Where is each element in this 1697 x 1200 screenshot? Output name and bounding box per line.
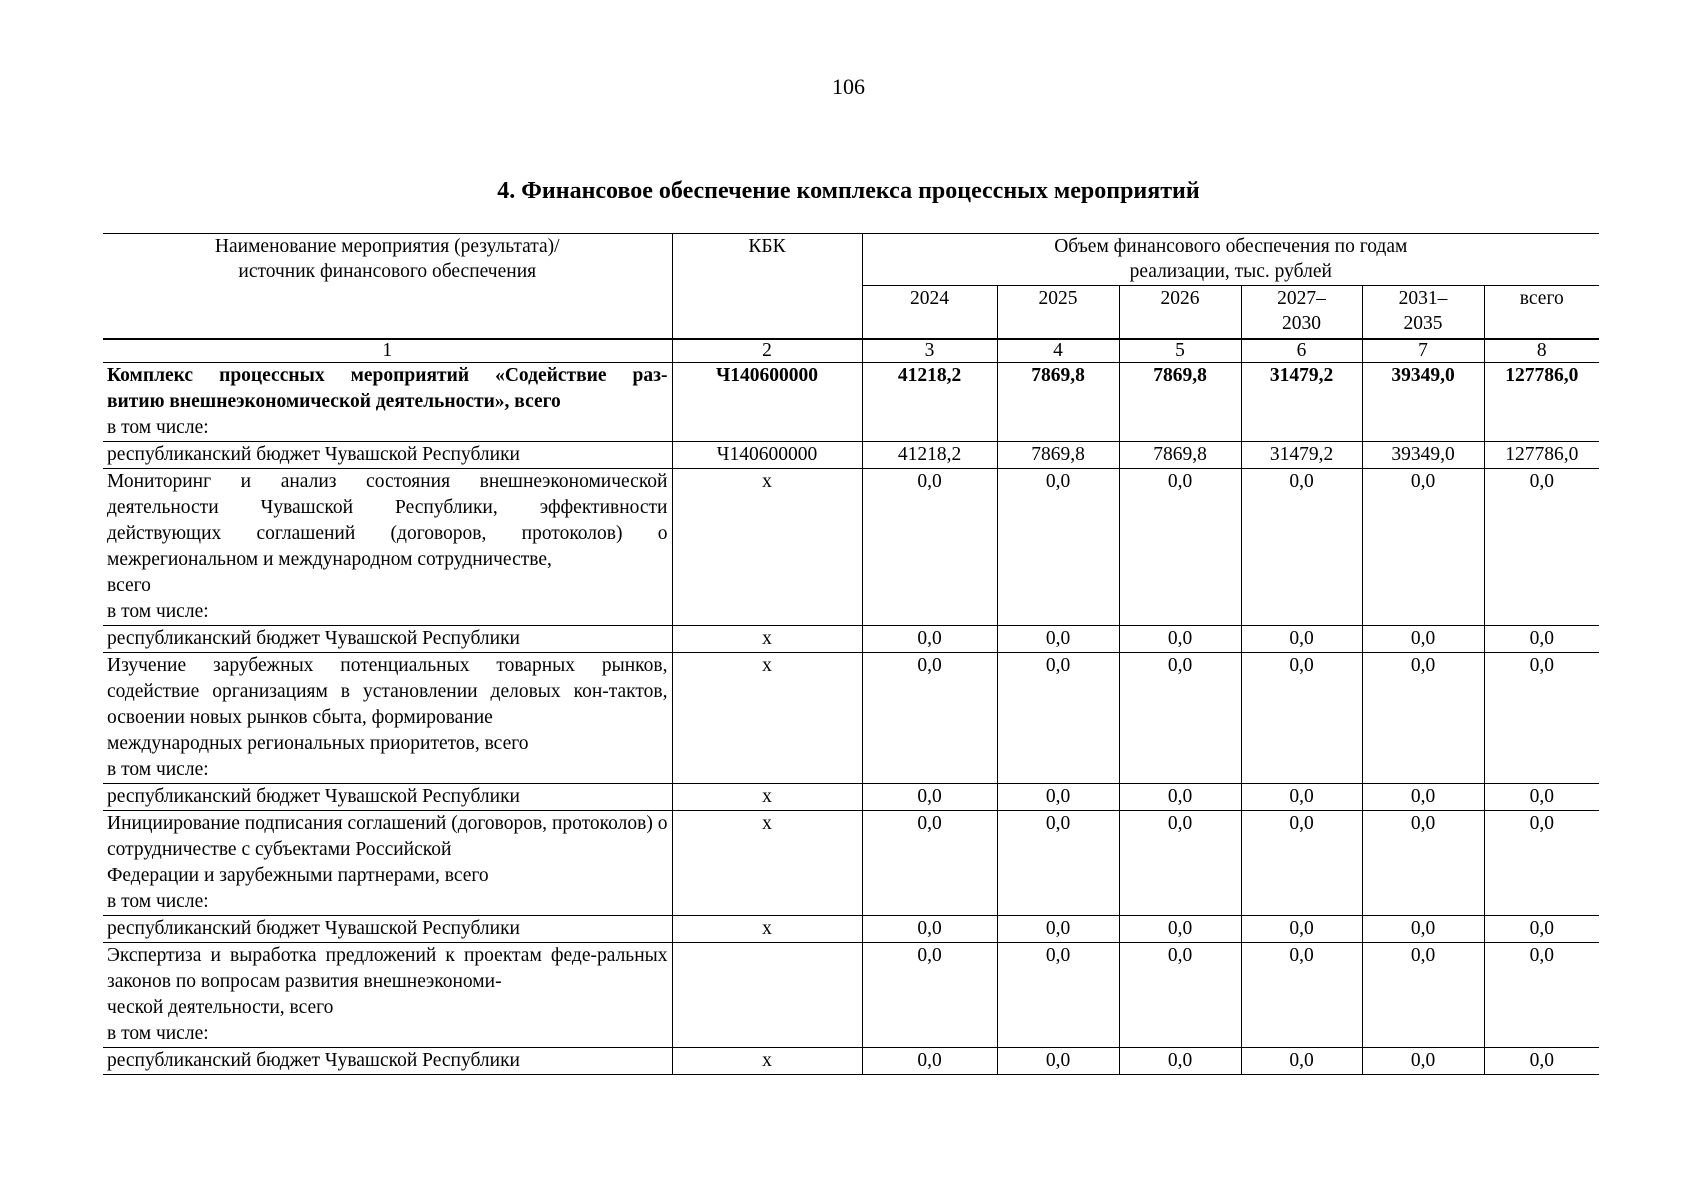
row-name-tail: Федерации и зарубежными партнерами, всего xyxy=(107,865,489,886)
row-value: 0,0 xyxy=(1484,784,1599,811)
column-numbers-row xyxy=(103,339,1599,363)
row-value: 0,0 xyxy=(862,943,997,1048)
row-value: 0,0 xyxy=(1484,653,1599,784)
table-row xyxy=(103,653,1599,784)
column-number: 3 xyxy=(862,339,997,363)
row-subnote: в том числе: xyxy=(107,417,209,438)
row-value: 0,0 xyxy=(997,943,1119,1048)
column-number: 8 xyxy=(1484,339,1599,363)
table-row xyxy=(103,811,1599,916)
row-name xyxy=(103,626,672,653)
row-value: 0,0 xyxy=(1241,469,1362,626)
table-body xyxy=(103,339,1599,1075)
row-kbk: х xyxy=(672,1048,862,1075)
table-row xyxy=(103,943,1599,1048)
row-value: 0,0 xyxy=(1484,916,1599,943)
row-name xyxy=(103,653,672,784)
row-value: 0,0 xyxy=(1119,916,1241,943)
header-year: всего xyxy=(1484,286,1599,339)
row-kbk: Ч140600000 xyxy=(672,363,862,442)
row-value: 0,0 xyxy=(1119,469,1241,626)
row-name-text: республиканский бюджет Чувашской Республики xyxy=(107,918,520,939)
row-subnote: в том числе: xyxy=(107,1023,209,1044)
row-value: 0,0 xyxy=(1362,626,1484,653)
row-subnote: в том числе: xyxy=(107,759,209,780)
row-value: 0,0 xyxy=(862,626,997,653)
column-number: 2 xyxy=(672,339,862,363)
row-value: 41218,2 xyxy=(862,363,997,442)
row-value: 0,0 xyxy=(1484,943,1599,1048)
table-row xyxy=(103,1048,1599,1075)
row-name xyxy=(103,442,672,469)
row-name xyxy=(103,469,672,626)
row-kbk: х xyxy=(672,784,862,811)
row-kbk: х xyxy=(672,626,862,653)
row-name-tail: ческой деятельности, всего xyxy=(107,997,334,1018)
row-name xyxy=(103,363,672,442)
row-subnote: в том числе: xyxy=(107,891,209,912)
column-number: 1 xyxy=(103,339,672,363)
row-value: 0,0 xyxy=(1484,811,1599,916)
row-value: 31479,2 xyxy=(1241,442,1362,469)
row-kbk: х xyxy=(672,469,862,626)
table-row xyxy=(103,626,1599,653)
row-value: 0,0 xyxy=(1362,1048,1484,1075)
row-value: 0,0 xyxy=(1241,943,1362,1048)
row-value: 0,0 xyxy=(997,811,1119,916)
row-value: 7869,8 xyxy=(1119,442,1241,469)
row-name xyxy=(103,943,672,1048)
row-value: 0,0 xyxy=(1484,626,1599,653)
row-value: 0,0 xyxy=(1484,1048,1599,1075)
table-row xyxy=(103,363,1599,442)
header-name xyxy=(103,234,672,340)
table-row xyxy=(103,916,1599,943)
header-year: 2024 xyxy=(862,286,997,339)
header-year: 2026 xyxy=(1119,286,1241,339)
row-name xyxy=(103,811,672,916)
row-value: 0,0 xyxy=(1119,1048,1241,1075)
row-value: 0,0 xyxy=(862,653,997,784)
row-name xyxy=(103,916,672,943)
column-number: 4 xyxy=(997,339,1119,363)
row-value: 0,0 xyxy=(1241,1048,1362,1075)
row-value: 0,0 xyxy=(1362,784,1484,811)
row-value: 0,0 xyxy=(1362,943,1484,1048)
row-value: 0,0 xyxy=(997,1048,1119,1075)
row-value: 127786,0 xyxy=(1484,363,1599,442)
row-name-text: республиканский бюджет Чувашской Республики xyxy=(107,1050,520,1071)
row-value: 0,0 xyxy=(1362,916,1484,943)
row-name xyxy=(103,784,672,811)
header-name-line1: Наименование мероприятия (результата)/ xyxy=(214,236,560,257)
row-value: 0,0 xyxy=(997,626,1119,653)
row-kbk: Ч140600000 xyxy=(672,442,862,469)
row-value: 0,0 xyxy=(997,784,1119,811)
row-value: 0,0 xyxy=(1119,653,1241,784)
row-name-text: республиканский бюджет Чувашской Республики xyxy=(107,786,520,807)
row-name-text: Мониторинг и анализ состояния внешнеэкономической деятельности Чувашской Республики, эффективности действующих соглашений (договоров, протоколов) о межрегиональном и международном сотрудничестве, xyxy=(107,471,668,570)
row-kbk: х xyxy=(672,916,862,943)
section-title: 4. Финансовое обеспечение комплекса процессных мероприятий xyxy=(497,178,1200,204)
header-year: 2025 xyxy=(997,286,1119,339)
row-value: 0,0 xyxy=(1241,626,1362,653)
row-value: 0,0 xyxy=(1241,916,1362,943)
row-value: 0,0 xyxy=(862,811,997,916)
row-value: 0,0 xyxy=(862,469,997,626)
row-value: 39349,0 xyxy=(1362,363,1484,442)
header-kbk: КБК xyxy=(672,234,862,340)
row-value: 0,0 xyxy=(862,784,997,811)
row-value: 0,0 xyxy=(1362,653,1484,784)
row-value: 0,0 xyxy=(1241,811,1362,916)
header-year: 2031– 2035 xyxy=(1362,286,1484,339)
page-number: 106 xyxy=(832,74,865,99)
row-value: 0,0 xyxy=(1119,943,1241,1048)
header-volume-line1: Объем финансового обеспечения по годам xyxy=(1054,236,1408,257)
row-kbk: х xyxy=(672,653,862,784)
row-value: 0,0 xyxy=(997,653,1119,784)
header-volume xyxy=(862,234,1599,286)
row-value: 0,0 xyxy=(1362,469,1484,626)
column-number: 6 xyxy=(1241,339,1362,363)
row-name-line: витию внешнеэкономической деятельности», всего xyxy=(107,391,561,412)
row-kbk: х xyxy=(672,811,862,916)
row-value: 0,0 xyxy=(1119,784,1241,811)
header-year: 2027– 2030 xyxy=(1241,286,1362,339)
table-row xyxy=(103,784,1599,811)
row-value: 39349,0 xyxy=(1362,442,1484,469)
row-kbk xyxy=(672,943,862,1048)
row-name-text: Инициирование подписания соглашений (договоров, протоколов) о сотрудничестве с субъектами Российской xyxy=(107,813,668,860)
column-number: 5 xyxy=(1119,339,1241,363)
row-value: 7869,8 xyxy=(997,363,1119,442)
row-value: 0,0 xyxy=(997,469,1119,626)
row-value: 41218,2 xyxy=(862,442,997,469)
row-value: 7869,8 xyxy=(1119,363,1241,442)
row-name-text: Экспертиза и выработка предложений к проектам феде-ральных законов по вопросам развития внешнеэкономи- xyxy=(107,945,668,992)
row-value: 0,0 xyxy=(1241,784,1362,811)
row-value: 7869,8 xyxy=(997,442,1119,469)
table-row xyxy=(103,442,1599,469)
row-value: 0,0 xyxy=(1241,653,1362,784)
row-value: 0,0 xyxy=(1362,811,1484,916)
row-value: 0,0 xyxy=(1484,469,1599,626)
row-subnote: в том числе: xyxy=(107,601,209,622)
row-value: 0,0 xyxy=(862,1048,997,1075)
row-value: 0,0 xyxy=(1119,626,1241,653)
row-value: 31479,2 xyxy=(1241,363,1362,442)
row-name-tail: международных региональных приоритетов, всего xyxy=(107,733,529,754)
row-name-text: республиканский бюджет Чувашской Республики xyxy=(107,444,520,465)
row-name-text: Изучение зарубежных потенциальных товарных рынков, содействие организациям в установлении деловых кон-тактов, освоении новых рынков сбыта, формирование xyxy=(107,655,668,728)
header-volume-line2: реализации, тыс. рублей xyxy=(1129,261,1332,282)
row-value: 0,0 xyxy=(997,916,1119,943)
row-name-line: Комплекс процессных мероприятий «Содействие раз- xyxy=(107,365,668,386)
row-name xyxy=(103,1048,672,1075)
table-row xyxy=(103,469,1599,626)
row-value: 0,0 xyxy=(862,916,997,943)
column-number: 7 xyxy=(1362,339,1484,363)
financing-table xyxy=(103,233,1599,1075)
header-name-line2: источник финансового обеспечения xyxy=(238,261,537,282)
row-value: 0,0 xyxy=(1119,811,1241,916)
row-name-tail: всего xyxy=(107,575,151,596)
row-name-text: республиканский бюджет Чувашской Республики xyxy=(107,628,520,649)
row-value: 127786,0 xyxy=(1484,442,1599,469)
